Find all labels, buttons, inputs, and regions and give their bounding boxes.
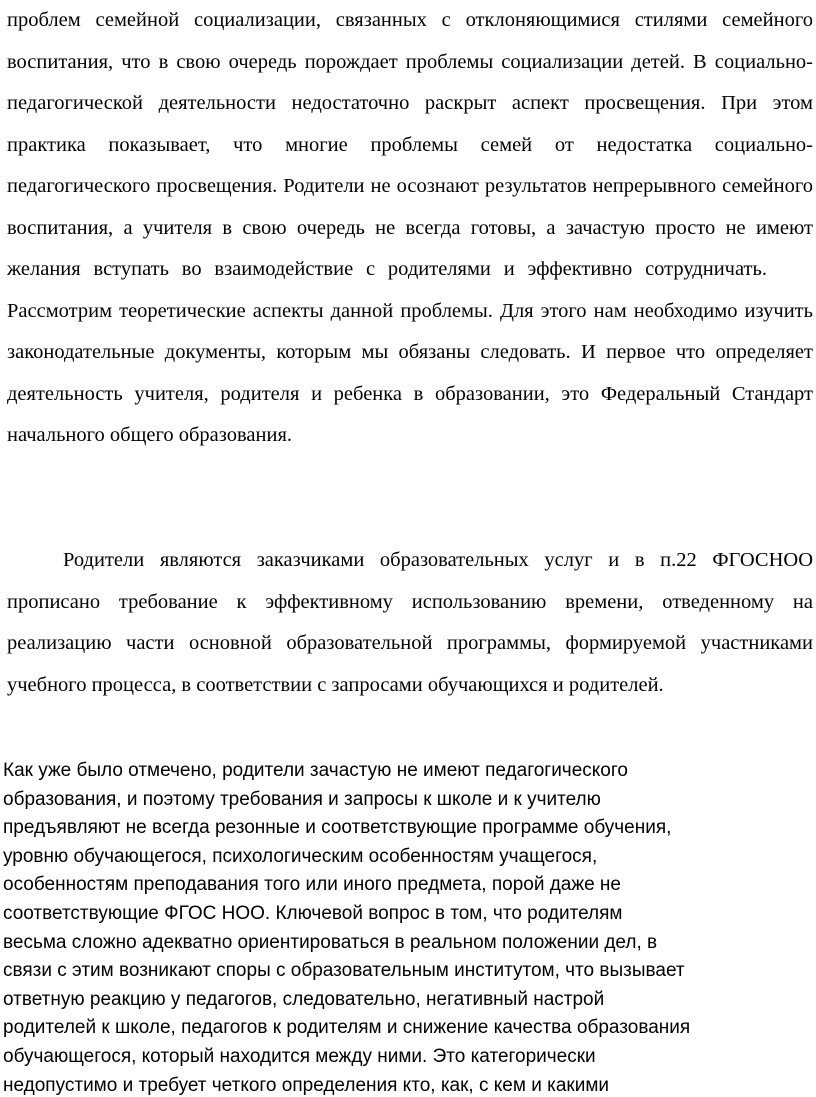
paragraph-1-part-a: проблем семейной социализации, связанных с отклоняющимися стилями семейного воспитания, что в свою очередь порождает проблемы социализации детей. В социально-педагогической деятельности недостаточно раскрыт аспект просвещения. При этом практика показывает, что многие проблемы семей от недостатка социально-педагогического просвещения. Родители не осознают результатов непрерывного семейного воспитания, а учителя в свою очередь не всегда готовы, а зачастую просто не имеют желания вступать во взаимодействие с родителями и эффективно сотрудничать. [7, 9, 813, 280]
paragraph-1-part-b: Рассмотрим теоретические аспекты данной проблемы. Для этого нам необходимо изучить законодательные документы, которым мы обязаны следовать. И первое что определяет деятельность учителя, родителя и ребенка в образовании, это Федеральный Стандарт начального общего образования. [7, 299, 813, 446]
paragraph-3: Как уже было отмечено, родители зачастую не имеют педагогического образования, и поэтому требования и запросы к школе и к учителю предъявляют не всегда резонные и соответствующие программе обучения, уровню обучающегося, психологическим особенностям учащегося, особенностям преподавания того или иного предмета, порой даже не соответствующие ФГОС НОО. Ключевой вопрос в том, что родителям весьма сложно адекватно ориентироваться в реальном положении дел, в связи с этим возникают споры с образовательным институтом, что вызывает ответную реакцию у педагогов, следовательно, негативный настрой родителей к школе, педагогов к родителям и снижение качества образования обучающегося, который находится между ними. Это категорически недопустимо и требует четкого определения кто, как, с кем и какими [3, 760, 691, 1096]
paragraph-2: Родители являются заказчиками образовательных услуг и в п.22 ФГОСНОО прописано требование к эффективному использованию времени, отведенному на реализацию части основной образовательной программы, формируемой участниками учебного процесса, в соответствии с запросами обучающихся и родителей. [7, 549, 813, 696]
paragraph-1 [7, 0, 813, 457]
